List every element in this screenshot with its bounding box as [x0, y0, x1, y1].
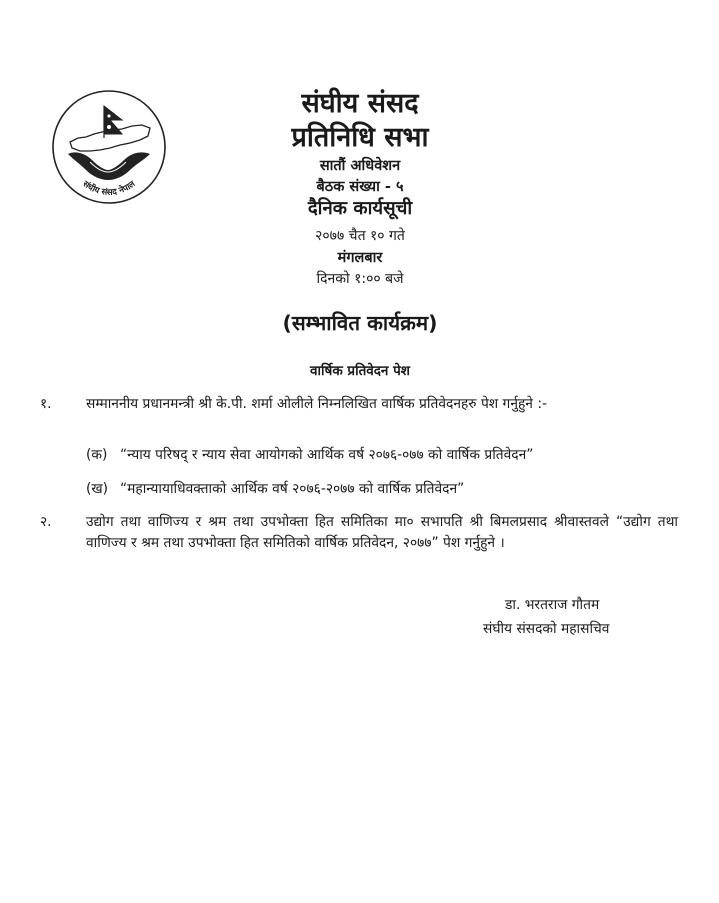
subitem-text: “महान्यायाधिवक्ताको आर्थिक वर्ष २०७६-२०७७ को वार्षिक प्रतिवेदन” [120, 481, 465, 497]
item-text: सम्माननीय प्रधानमन्त्री श्री के.पी. शर्मा ओलीले निम्नलिखित वार्षिक प्रतिवेदनहरु पेश गर्नुहुने :- [86, 396, 547, 412]
agenda-time: दिनको १:०० बजे [316, 271, 404, 287]
item-text: उद्योग तथा वाणिज्य र श्रम तथा उपभोक्ता हित समितिका मा० सभापति श्री बिमलप्रसाद श्रीवास्तवले “उद्योग तथा वाणिज्य र श्रम तथा उपभोक्ता हित समितिको वार्षिक प्रतिवेदन, २०७७” पेश गर्नुहुने । [86, 514, 678, 551]
item-number: १. [40, 396, 52, 412]
agenda-title: दैनिक कार्यसूची [307, 198, 413, 219]
agenda-day: मंगलबार [337, 250, 383, 266]
federal-parliament-emblem [50, 88, 168, 206]
subitem-text: “न्याय परिषद् र न्याय सेवा आयोगको आर्थिक वर्ष २०७६-०७७ को वार्षिक प्रतिवेदन” [120, 447, 534, 463]
svg-text:संघीय संसद नेपाल [80, 178, 138, 198]
meeting-number: बैठक संख्या - ५ [316, 179, 404, 195]
item-number: २. [40, 514, 52, 530]
house-name: प्रतिनिधि सभा [291, 122, 429, 153]
emblem-text: संघीय संसद नेपाल [80, 179, 138, 198]
signatory-title: संघीय संसदको महासचिव [483, 621, 610, 637]
section-title: वार्षिक प्रतिवेदन पेश [310, 363, 410, 379]
parliament-name: संघीय संसद [301, 88, 419, 119]
signatory-name: डा. भरतराज गौतम [505, 597, 600, 613]
subitem-label: (क) [86, 447, 108, 463]
session-label: सातौं अधिवेशन [319, 158, 401, 174]
program-title: (सम्भावित कार्यक्रम) [282, 311, 438, 335]
subitem-label: (ख) [86, 481, 109, 497]
agenda-date: २०७७ चैत १० गते [315, 228, 405, 244]
